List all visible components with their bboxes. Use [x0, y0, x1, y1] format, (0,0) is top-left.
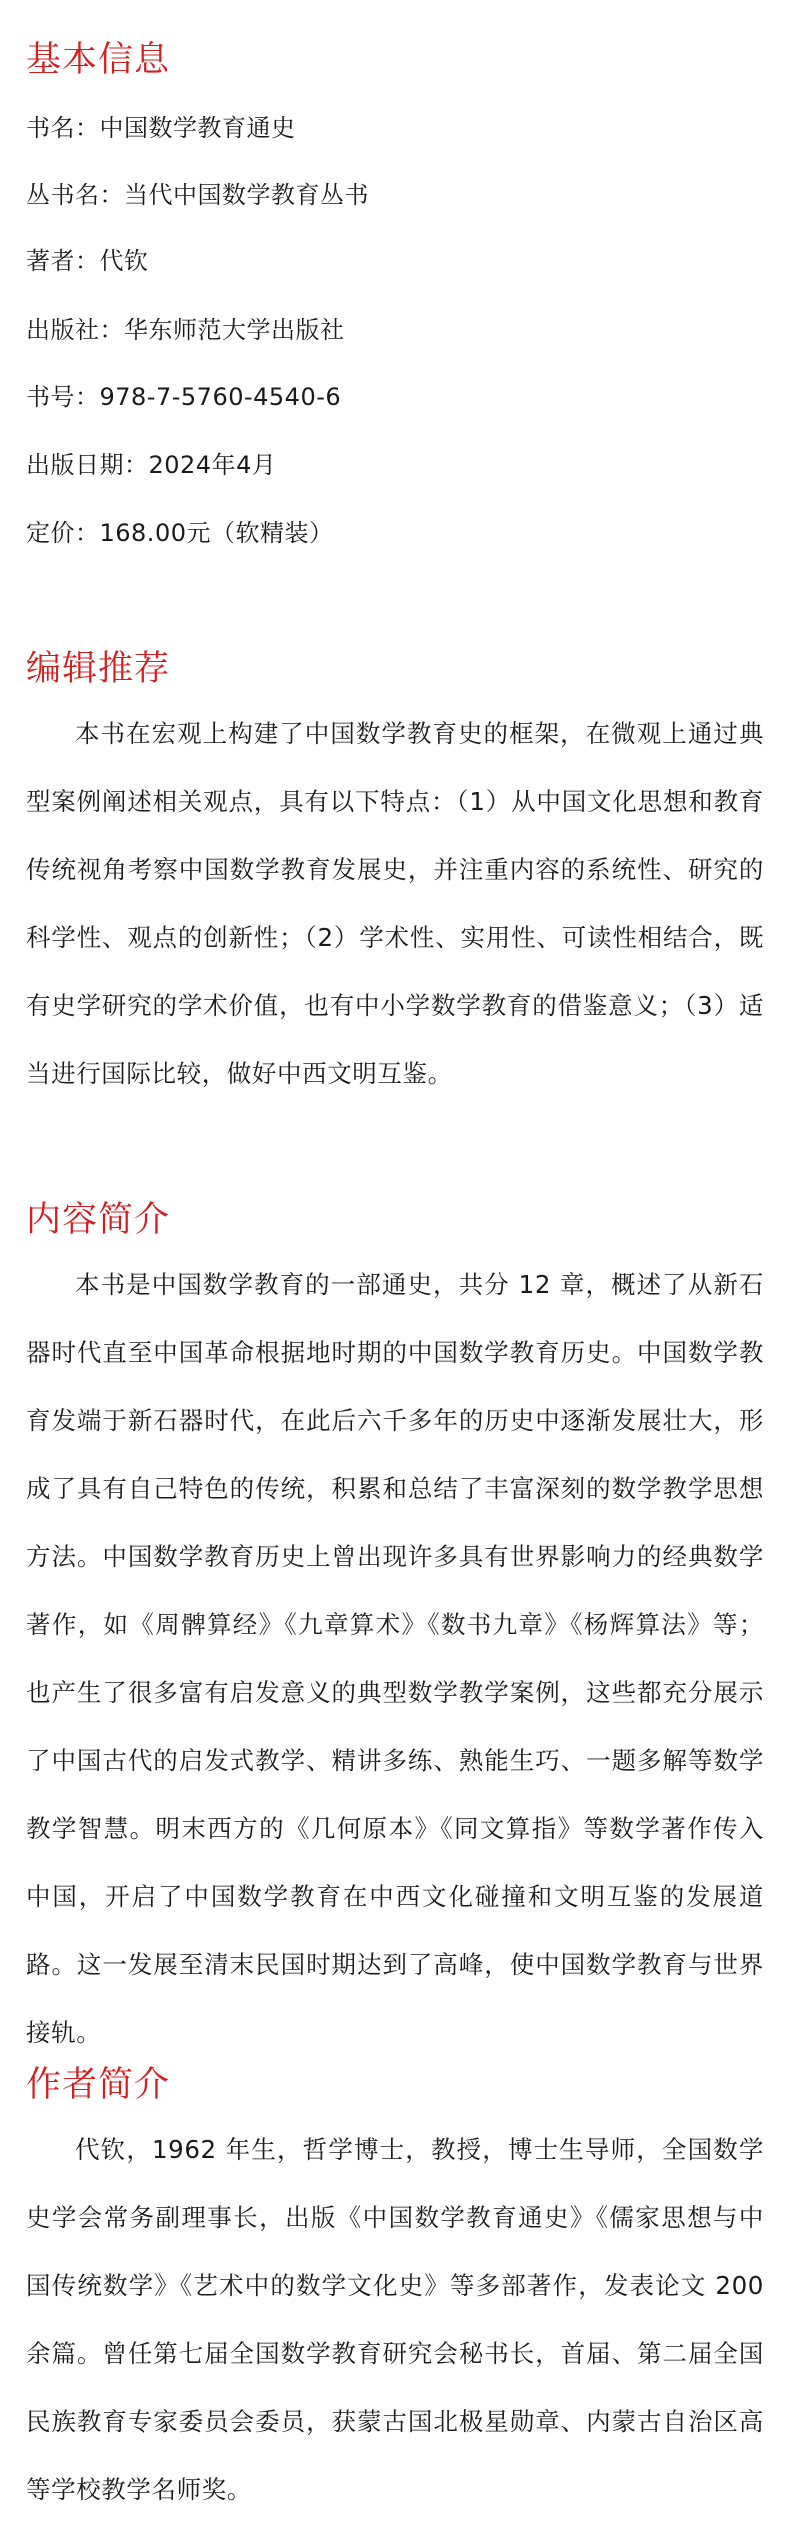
- info-value: 中国数学教育通史: [99, 114, 296, 142]
- info-label: 著者：: [26, 247, 100, 275]
- info-publisher: [26, 315, 345, 345]
- info-label: 书名：: [26, 114, 100, 142]
- info-value: 2024年4月: [148, 451, 277, 479]
- info-author: [26, 246, 149, 276]
- info-price: [26, 518, 333, 548]
- basic-info-heading: 基本信息: [26, 40, 171, 80]
- info-value: 978-7-5760-4540-6: [99, 383, 342, 411]
- info-label: 定价：: [26, 519, 100, 547]
- info-value: 华东师范大学出版社: [124, 316, 345, 344]
- editor-recommend-text: 本书在宏观上构建了中国数学教育史的框架，在微观上通过典型案例阐述相关观点，具有以下特点：（1）从中国文化思想和教育传统视角考察中国数学教育发展史，并注重内容的系统性、研究的科学性、观点的创新性；（2）学术性、实用性、可读性相结合，既有史学研究的学术价值，也有中小学数学教育的借鉴意义；（3）适当进行国际比较，做好中西文明互鉴。: [26, 719, 764, 1088]
- info-label: 出版日期：: [26, 451, 149, 479]
- author-intro-heading: 作者简介: [26, 2065, 171, 2105]
- info-label: 书号：: [26, 383, 100, 411]
- info-label: 出版社：: [26, 316, 124, 344]
- content-summary-heading: 内容简介: [26, 1200, 171, 1240]
- info-publish-date: [26, 450, 276, 480]
- info-value: 代钦: [99, 247, 149, 275]
- content-summary-text: 本书是中国数学教育的一部通史，共分 12 章，概述了从新石器时代直至中国革命根据地时期的中国数学教育历史。中国数学教育发端于新石器时代，在此后六千多年的历史中逐渐发展壮大，形成了具有自己特色的传统，积累和总结了丰富深刻的数学教学思想方法。中国数学教育历史上曾出现许多具有世界影响力的经典数学著作，如《周髀算经》《九章算术》《数书九章》《杨辉算法》等；也产生了很多富有启发意义的典型数学教学案例，这些都充分展示了中国古代的启发式教学、精讲多练、熟能生巧、一题多解等数学教学智慧。明末西方的《几何原本》《同文算指》等数学著作传入中国，开启了中国数学教育在中西文化碰撞和文明互鉴的发展道路。这一发展至清末民国时期达到了高峰，使中国数学教育与世界接轨。: [26, 1270, 764, 2047]
- info-value: 当代中国数学教育丛书: [124, 181, 369, 209]
- author-intro-text: 代钦，1962 年生，哲学博士，教授，博士生导师，全国数学史学会常务副理事长，出版《中国数学教育通史》《儒家思想与中国传统数学》《艺术中的数学文化史》等多部著作，发表论文 200 余篇。曾任第七届全国数学教育研究会秘书长，首届、第二届全国民族教育专家委员会委员，获蒙古国北极星勋章、内蒙古自治区高等学校教学名师奖。: [26, 2135, 764, 2504]
- info-isbn: [26, 382, 341, 412]
- editor-recommend-heading: 编辑推荐: [26, 649, 171, 689]
- info-book-title: [26, 113, 296, 143]
- info-series: [26, 180, 369, 210]
- info-label: 丛书名：: [26, 181, 124, 209]
- info-value: 168.00元（软精装）: [99, 519, 334, 547]
